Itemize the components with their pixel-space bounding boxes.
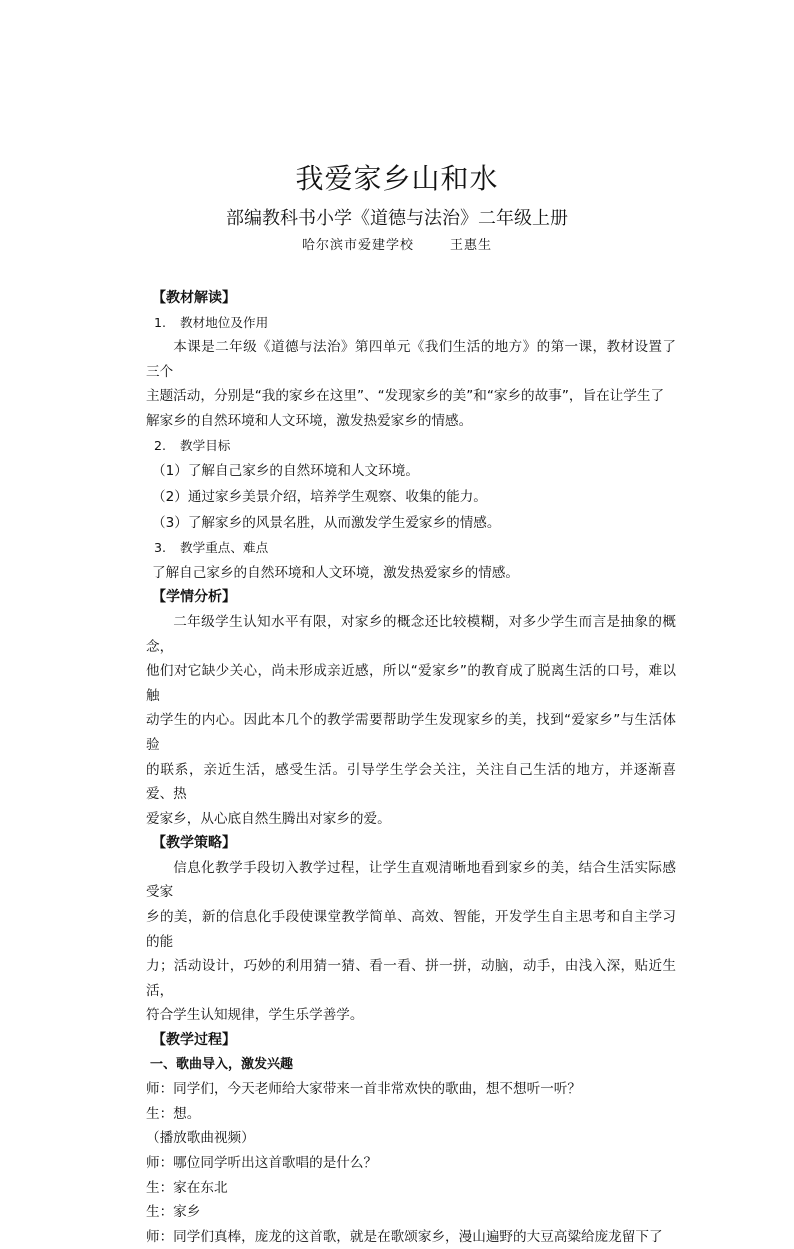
subheading-label: 教学目标: [180, 437, 231, 453]
paragraph-line: 乡的美，新的信息化手段使课堂教学简单、高效、智能，开发学生自主思考和自主学习的能: [146, 909, 676, 950]
paragraph-line: 他们对它缺少关心，尚未形成亲近感，所以“爱家乡”的教育成了脱离生活的口号，难以触: [146, 663, 676, 704]
dialogue-line: 师：同学们真棒，庞龙的这首歌，就是在歌颂家乡，漫山遍野的大豆高粱给庞龙留下了: [146, 1228, 663, 1245]
subheading-number: 2.: [154, 437, 167, 453]
paragraph-line: 解家乡的自然环境和人文环境，激发热爱家乡的情感。: [146, 412, 473, 429]
paragraph-line: 信息化教学手段切入教学过程，让学生直观清晰地看到家乡的美，结合生活实际感受家: [146, 859, 676, 901]
subheading-keypoints: [146, 536, 676, 561]
step-heading: 一、歌曲导入，激发兴趣: [150, 1056, 294, 1072]
paragraph-line: 动学生的内心。因此本几个的教学需要帮助学生发现家乡的美，找到“爱家乡”与生活体验: [146, 712, 676, 753]
section-heading-textbook: 【教材解读】: [152, 290, 236, 306]
paragraph-line: 符合学生认知规律，学生乐学善学。: [146, 1007, 364, 1024]
dialogue-line: 师：哪位同学听出这首歌唱的是什么？: [146, 1155, 378, 1171]
subheading-role: [146, 311, 676, 336]
section-heading-strategy: 【教学策略】: [152, 835, 236, 852]
document-body: [146, 286, 676, 1249]
page-title: 我爱家乡山和水: [295, 162, 499, 195]
goal-item: （1）了解自己家乡的自然环境和人文环境。: [152, 463, 419, 480]
dialogue-line: 师：同学们，今天老师给大家带来一首非常欢快的歌曲，想不想听一听？: [146, 1081, 581, 1098]
dialogue-line: 生：想。: [146, 1105, 201, 1122]
dialogue-line: 生：家乡: [146, 1204, 201, 1221]
page-subtitle: 部编教科书小学《道德与法治》二年级上册: [226, 208, 568, 229]
paragraph-line: 力；活动设计，巧妙的利用猜一猜、看一看、拼一拼，动脑，动手，由浅入深，贴近生活，: [146, 958, 676, 999]
goal-item: （3）了解家乡的风景名胜，从而激发学生爱家乡的情感。: [152, 515, 501, 532]
dialogue-line: 生：家在东北: [146, 1179, 228, 1196]
author-line: [0, 236, 794, 256]
section-heading-students: 【学情分析】: [152, 589, 236, 606]
subheading-label: 教材地位及作用: [180, 314, 269, 330]
paragraph-line: 本课是二年级《道德与法治》第四单元《我们生活的地方》的第一课，教材设置了三个: [146, 339, 676, 380]
author-school: 哈尔滨市爱建学校: [301, 238, 414, 253]
paragraph-line: 主题活动，分别是“我的家乡在这里”、“发现家乡的美”和“家乡的故事”，旨在让学生了: [146, 388, 665, 405]
subheading-number: 3.: [154, 540, 167, 556]
section-heading-process: 【教学过程】: [152, 1032, 236, 1049]
paragraph-line: 的联系，亲近生活，感受生活。引导学生学会关注，关注自己生活的地方，并逐渐喜爱、热: [146, 761, 676, 803]
paragraph-line: 爱家乡，从心底自然生腾出对家乡的爱。: [146, 810, 391, 827]
subheading-goals: [146, 434, 676, 459]
paragraph-line: 二年级学生认知水平有限，对家乡的概念还比较模糊，对多少学生而言是抽象的概念，: [146, 613, 676, 655]
subheading-number: 1.: [154, 314, 167, 330]
dialogue-line: （播放歌曲视频）: [146, 1130, 255, 1147]
subheading-label: 教学重点、难点: [180, 540, 269, 556]
goal-item: （2）通过家乡美景介绍，培养学生观察、收集的能力。: [152, 489, 487, 506]
author-name: 王惠生: [450, 238, 493, 253]
paragraph-line: 了解自己家乡的自然环境和人文环境，激发热爱家乡的情感。: [152, 564, 520, 581]
